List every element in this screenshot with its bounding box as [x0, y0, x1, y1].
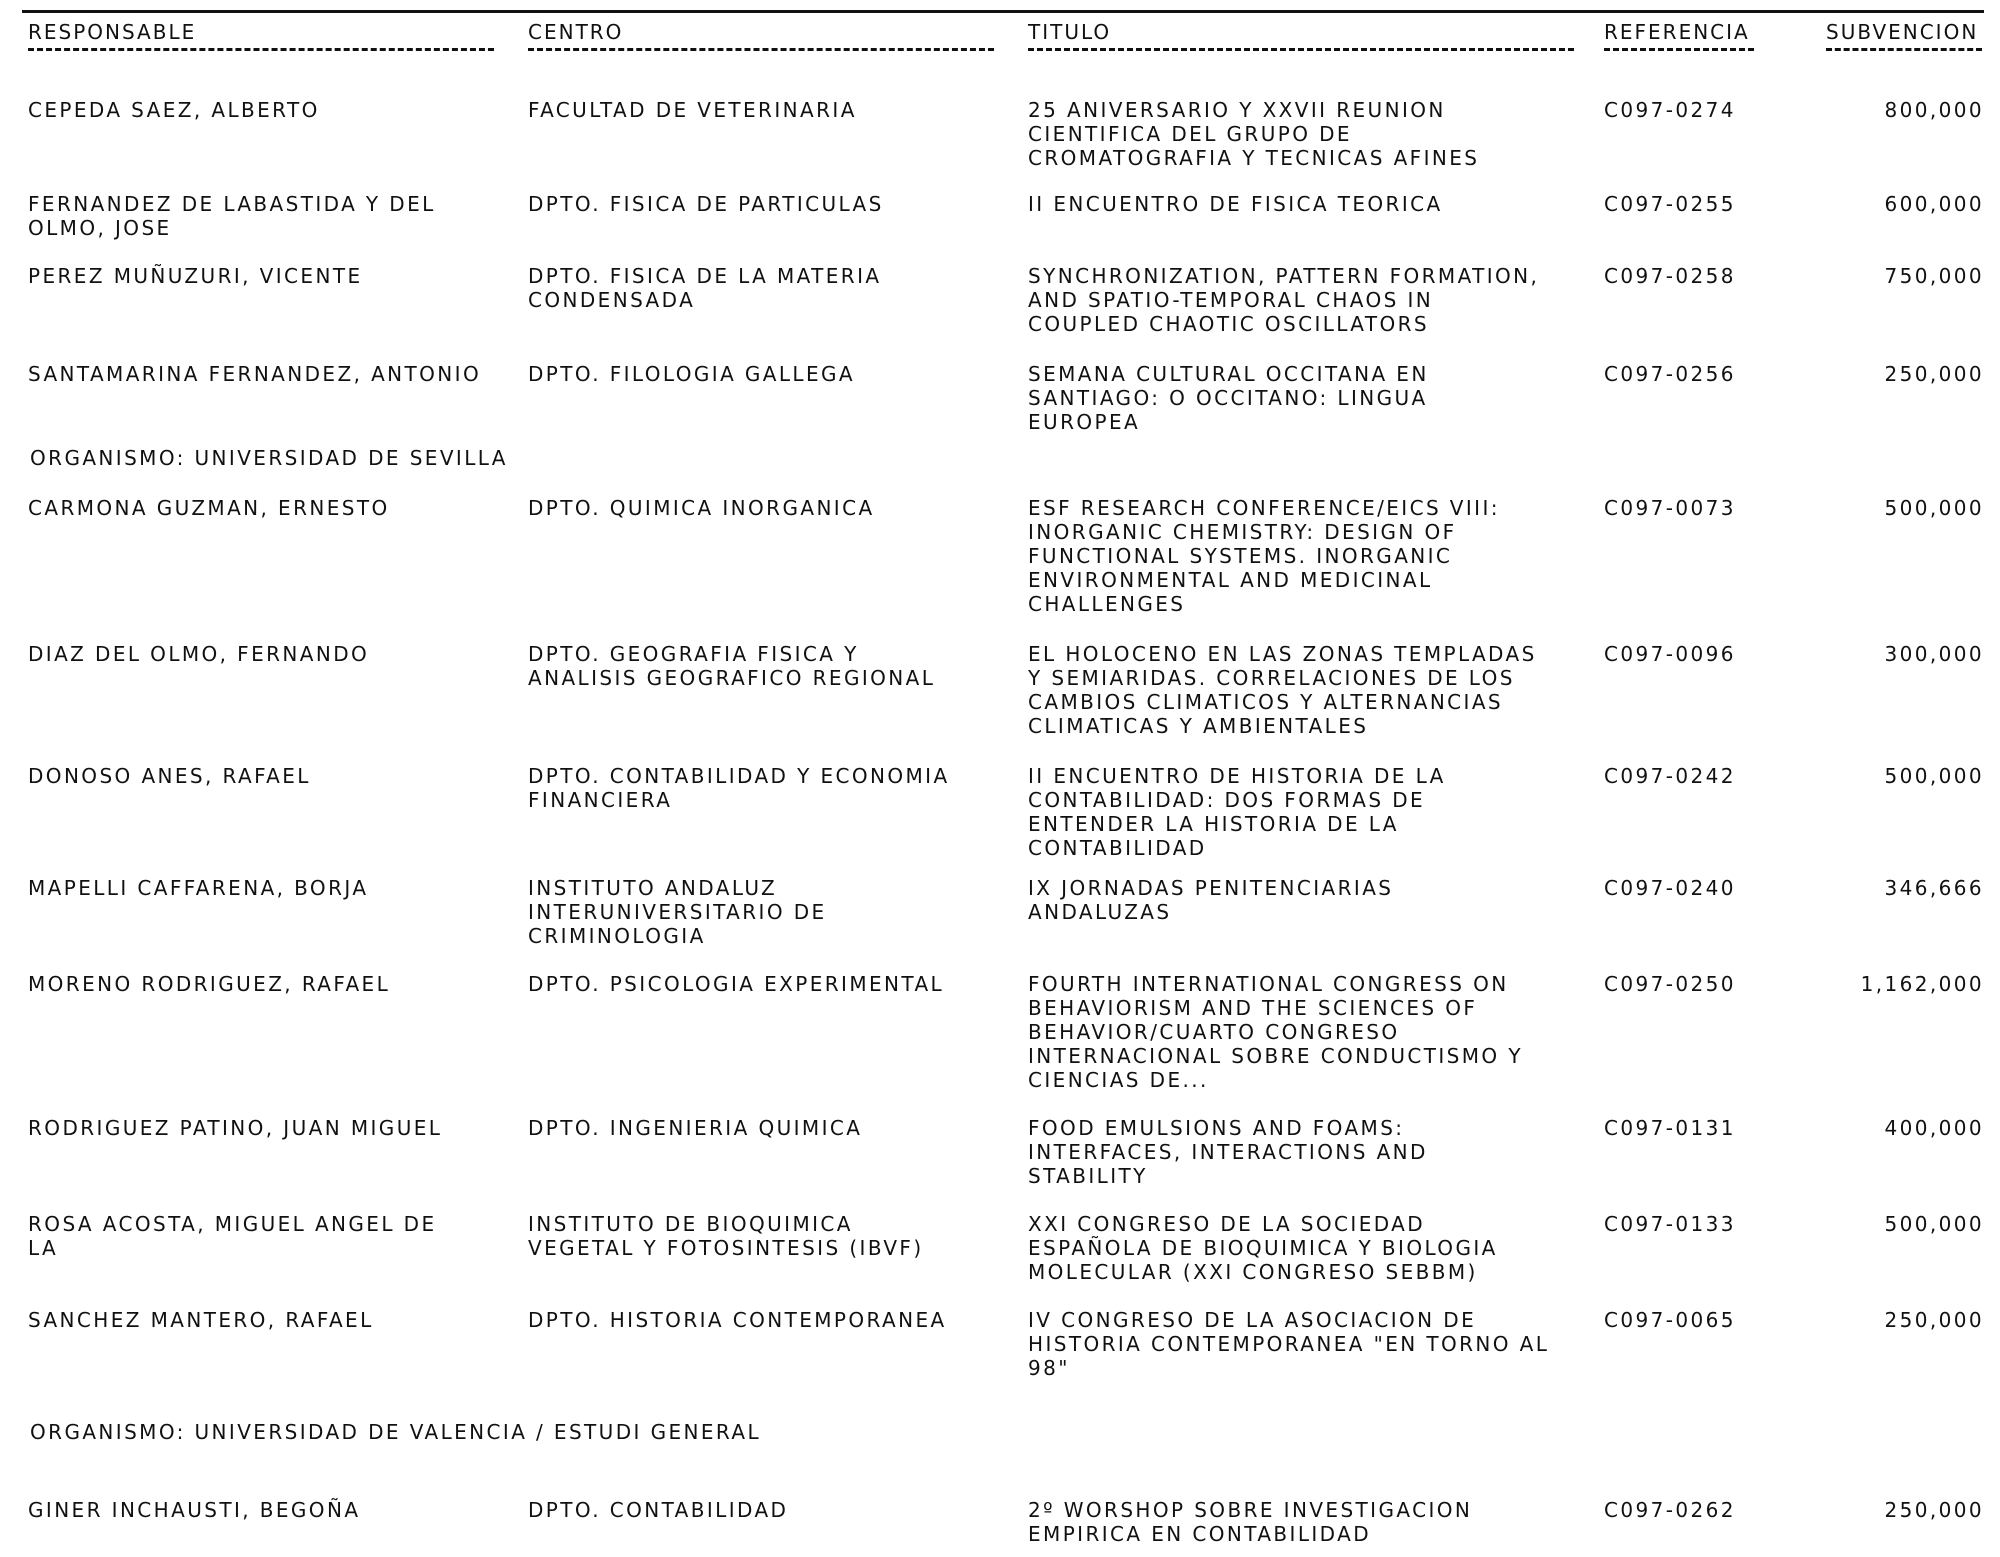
header-responsable: RESPONSABLE	[28, 20, 197, 44]
cell-subvencion: 500,000	[1884, 764, 1984, 788]
cell-centro: DPTO. INGENIERIA QUIMICA	[528, 1116, 863, 1140]
cell-referencia: C097-0131	[1604, 1116, 1736, 1140]
cell-responsable: RODRIGUEZ PATINO, JUAN MIGUEL	[28, 1116, 443, 1140]
header-underline-centro	[528, 48, 994, 51]
cell-titulo: IX JORNADAS PENITENCIARIAS ANDALUZAS	[1028, 876, 1394, 924]
cell-referencia: C097-0073	[1604, 496, 1736, 520]
cell-responsable: PEREZ MUÑUZURI, VICENTE	[28, 264, 363, 288]
cell-subvencion: 300,000	[1884, 642, 1984, 666]
cell-referencia: C097-0262	[1604, 1498, 1736, 1522]
cell-centro: DPTO. FISICA DE LA MATERIA CONDENSADA	[528, 264, 882, 312]
cell-subvencion: 1,162,000	[1860, 972, 1984, 996]
cell-referencia: C097-0256	[1604, 362, 1736, 386]
cell-responsable: SANCHEZ MANTERO, RAFAEL	[28, 1308, 374, 1332]
cell-subvencion: 250,000	[1884, 1498, 1984, 1522]
organismo-heading: ORGANISMO: UNIVERSIDAD DE SEVILLA	[30, 446, 508, 470]
cell-subvencion: 500,000	[1884, 1212, 1984, 1236]
header-underline-titulo	[1028, 48, 1574, 51]
header-underline-subvencion	[1826, 48, 1982, 51]
cell-centro: DPTO. QUIMICA INORGANICA	[528, 496, 875, 520]
cell-centro: DPTO. PSICOLOGIA EXPERIMENTAL	[528, 972, 945, 996]
cell-referencia: C097-0255	[1604, 192, 1736, 216]
cell-subvencion: 250,000	[1884, 362, 1984, 386]
header-referencia: REFERENCIA	[1604, 20, 1750, 44]
header-centro: CENTRO	[528, 20, 624, 44]
cell-centro: DPTO. CONTABILIDAD	[528, 1498, 789, 1522]
cell-responsable: FERNANDEZ DE LABASTIDA Y DEL OLMO, JOSE	[28, 192, 436, 240]
header-underline-referencia	[1604, 48, 1754, 51]
top-rule	[22, 10, 1984, 13]
cell-subvencion: 250,000	[1884, 1308, 1984, 1332]
cell-centro: DPTO. CONTABILIDAD Y ECONOMIA FINANCIERA	[528, 764, 950, 812]
cell-centro: INSTITUTO DE BIOQUIMICA VEGETAL Y FOTOSINTESIS (IBVF)	[528, 1212, 924, 1260]
cell-titulo: II ENCUENTRO DE FISICA TEORICA	[1028, 192, 1443, 216]
cell-centro: DPTO. GEOGRAFIA FISICA Y ANALISIS GEOGRAFICO REGIONAL	[528, 642, 936, 690]
cell-centro: DPTO. FISICA DE PARTICULAS	[528, 192, 884, 216]
cell-referencia: C097-0065	[1604, 1308, 1736, 1332]
cell-responsable: ROSA ACOSTA, MIGUEL ANGEL DE LA	[28, 1212, 437, 1260]
header-underline-responsable	[28, 48, 494, 51]
cell-responsable: MAPELLI CAFFARENA, BORJA	[28, 876, 369, 900]
cell-titulo: IV CONGRESO DE LA ASOCIACION DE HISTORIA CONTEMPORANEA "EN TORNO AL 98"	[1028, 1308, 1550, 1380]
cell-responsable: DONOSO ANES, RAFAEL	[28, 764, 311, 788]
cell-subvencion: 400,000	[1884, 1116, 1984, 1140]
cell-responsable: GINER INCHAUSTI, BEGOÑA	[28, 1498, 361, 1522]
cell-referencia: C097-0096	[1604, 642, 1736, 666]
cell-referencia: C097-0258	[1604, 264, 1736, 288]
cell-subvencion: 346,666	[1884, 876, 1984, 900]
header-subvencion: SUBVENCION	[1826, 20, 1979, 44]
cell-responsable: CARMONA GUZMAN, ERNESTO	[28, 496, 390, 520]
cell-titulo: XXI CONGRESO DE LA SOCIEDAD ESPAÑOLA DE BIOQUIMICA Y BIOLOGIA MOLECULAR (XXI CONGRESO SEBBM)	[1028, 1212, 1498, 1284]
cell-titulo: 25 ANIVERSARIO Y XXVII REUNION CIENTIFICA DEL GRUPO DE CROMATOGRAFIA Y TECNICAS AFINES	[1028, 98, 1480, 170]
cell-centro: INSTITUTO ANDALUZ INTERUNIVERSITARIO DE CRIMINOLOGIA	[528, 876, 827, 948]
cell-titulo: ESF RESEARCH CONFERENCE/EICS VIII: INORGANIC CHEMISTRY: DESIGN OF FUNCTIONAL SYSTEMS. INORGANIC ENVIRONMENTAL AND MEDICINAL CHALLENGES	[1028, 496, 1500, 616]
cell-subvencion: 750,000	[1884, 264, 1984, 288]
cell-responsable: DIAZ DEL OLMO, FERNANDO	[28, 642, 370, 666]
header-titulo: TITULO	[1028, 20, 1112, 44]
cell-responsable: SANTAMARINA FERNANDEZ, ANTONIO	[28, 362, 482, 386]
cell-titulo: FOOD EMULSIONS AND FOAMS: INTERFACES, INTERACTIONS AND STABILITY	[1028, 1116, 1428, 1188]
cell-subvencion: 500,000	[1884, 496, 1984, 520]
cell-responsable: CEPEDA SAEZ, ALBERTO	[28, 98, 320, 122]
cell-titulo: SYNCHRONIZATION, PATTERN FORMATION, AND SPATIO-TEMPORAL CHAOS IN COUPLED CHAOTIC OSCILLATORS	[1028, 264, 1540, 336]
cell-responsable: MORENO RODRIGUEZ, RAFAEL	[28, 972, 391, 996]
cell-centro: FACULTAD DE VETERINARIA	[528, 98, 857, 122]
cell-centro: DPTO. HISTORIA CONTEMPORANEA	[528, 1308, 947, 1332]
cell-titulo: II ENCUENTRO DE HISTORIA DE LA CONTABILIDAD: DOS FORMAS DE ENTENDER LA HISTORIA DE LA CONTABILIDAD	[1028, 764, 1446, 860]
cell-referencia: C097-0274	[1604, 98, 1736, 122]
cell-centro: DPTO. FILOLOGIA GALLEGA	[528, 362, 855, 386]
cell-titulo: FOURTH INTERNATIONAL CONGRESS ON BEHAVIORISM AND THE SCIENCES OF BEHAVIOR/CUARTO CONGRESO INTERNACIONAL SOBRE CONDUCTISMO Y CIENCIAS DE...	[1028, 972, 1523, 1092]
cell-titulo: 2º WORSHOP SOBRE INVESTIGACION EMPIRICA EN CONTABILIDAD	[1028, 1498, 1473, 1546]
cell-referencia: C097-0242	[1604, 764, 1736, 788]
cell-titulo: SEMANA CULTURAL OCCITANA EN SANTIAGO: O OCCITANO: LINGUA EUROPEA	[1028, 362, 1429, 434]
cell-subvencion: 600,000	[1884, 192, 1984, 216]
cell-titulo: EL HOLOCENO EN LAS ZONAS TEMPLADAS Y SEMIARIDAS. CORRELACIONES DE LOS CAMBIOS CLIMATICOS Y ALTERNANCIAS CLIMATICAS Y AMBIENTALES	[1028, 642, 1537, 738]
organismo-heading: ORGANISMO: UNIVERSIDAD DE VALENCIA / ESTUDI GENERAL	[30, 1420, 762, 1444]
cell-referencia: C097-0133	[1604, 1212, 1736, 1236]
cell-subvencion: 800,000	[1884, 98, 1984, 122]
cell-referencia: C097-0240	[1604, 876, 1736, 900]
cell-referencia: C097-0250	[1604, 972, 1736, 996]
